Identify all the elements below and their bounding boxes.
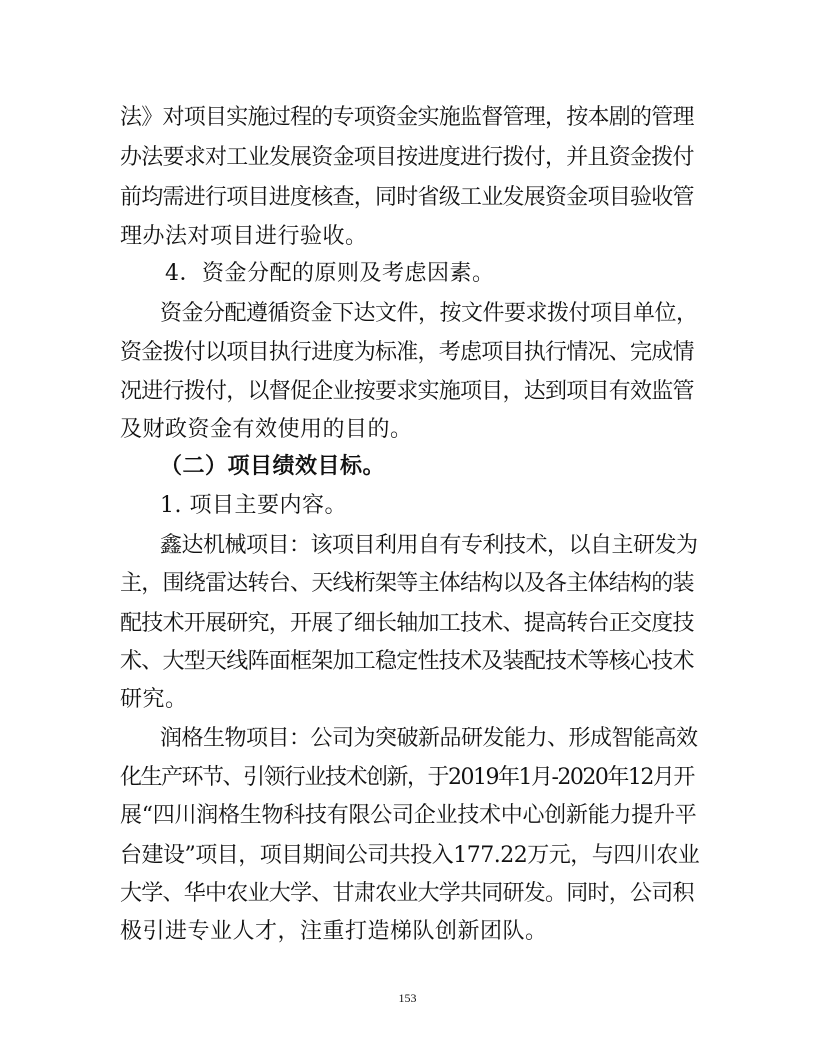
page-number: 153	[398, 991, 417, 1005]
paragraph-5-line-1: 鑫达机械项目：该项目利用自有专利技术，以自主研发为	[160, 533, 698, 558]
paragraph-6-line-3: 展“四川润格生物科技有限公司企业技术中心创新能力提升平	[120, 803, 697, 828]
paragraph-3-line-1: 资金分配遵循资金下达文件，按文件要求拨付项目单位，	[160, 301, 698, 326]
paragraph-1-line-4: 理办法对项目进行验收。	[120, 224, 368, 249]
paragraph-5-line-4: 术、大型天线阵面框架加工稳定性技术及装配技术等核心技术	[120, 649, 694, 674]
paragraph-1-line-3: 前均需进行项目进度核查，同时省级工业发展资金项目验收管	[120, 185, 694, 210]
paragraph-6-line-5: 大学、华中农业大学、甘肃农业大学共同研发。同时，公司积	[120, 881, 694, 906]
paragraph-6-line-6: 极引进专业人才，注重打造梯队创新团队。	[120, 919, 548, 944]
section-heading: （二）项目绩效目标。	[160, 453, 386, 479]
paragraph-5-line-2: 主，围绕雷达转台、天线桁架等主体结构以及各主体结构的装	[120, 571, 694, 596]
paragraph-4-line-1: 1. 项目主要内容。	[160, 493, 347, 518]
paragraph-6-line-2: 化生产环节、引领行业技术创新，于2019年1月-2020年12月开	[120, 765, 694, 790]
paragraph-6-line-4: 台建设”项目，项目期间公司共投入177.22万元，与四川农业	[120, 843, 700, 868]
paragraph-5-line-3: 配技术开展研究，开展了细长轴加工技术、提高转台正交度技	[120, 611, 694, 636]
paragraph-5-line-5: 研究。	[120, 687, 188, 712]
paragraph-3-line-4: 及财政资金有效使用的目的。	[120, 417, 413, 442]
paragraph-2-line-1: 4．资金分配的原则及考虑因素。	[165, 261, 495, 286]
paragraph-3-line-3: 况进行拨付，以督促企业按要求实施项目，达到项目有效监管	[120, 379, 694, 404]
paragraph-6-line-1: 润格生物项目：公司为突破新品研发能力、形成智能高效	[160, 726, 698, 751]
paragraph-1-line-2: 办法要求对工业发展资金项目按进度进行拨付，并且资金拨付	[120, 145, 694, 170]
paragraph-3-line-2: 资金拨付以项目执行进度为标准，考虑项目执行情况、完成情	[120, 340, 694, 365]
paragraph-1-line-1: 法》对项目实施过程的专项资金实施监督管理，按本剧的管理	[120, 105, 694, 130]
